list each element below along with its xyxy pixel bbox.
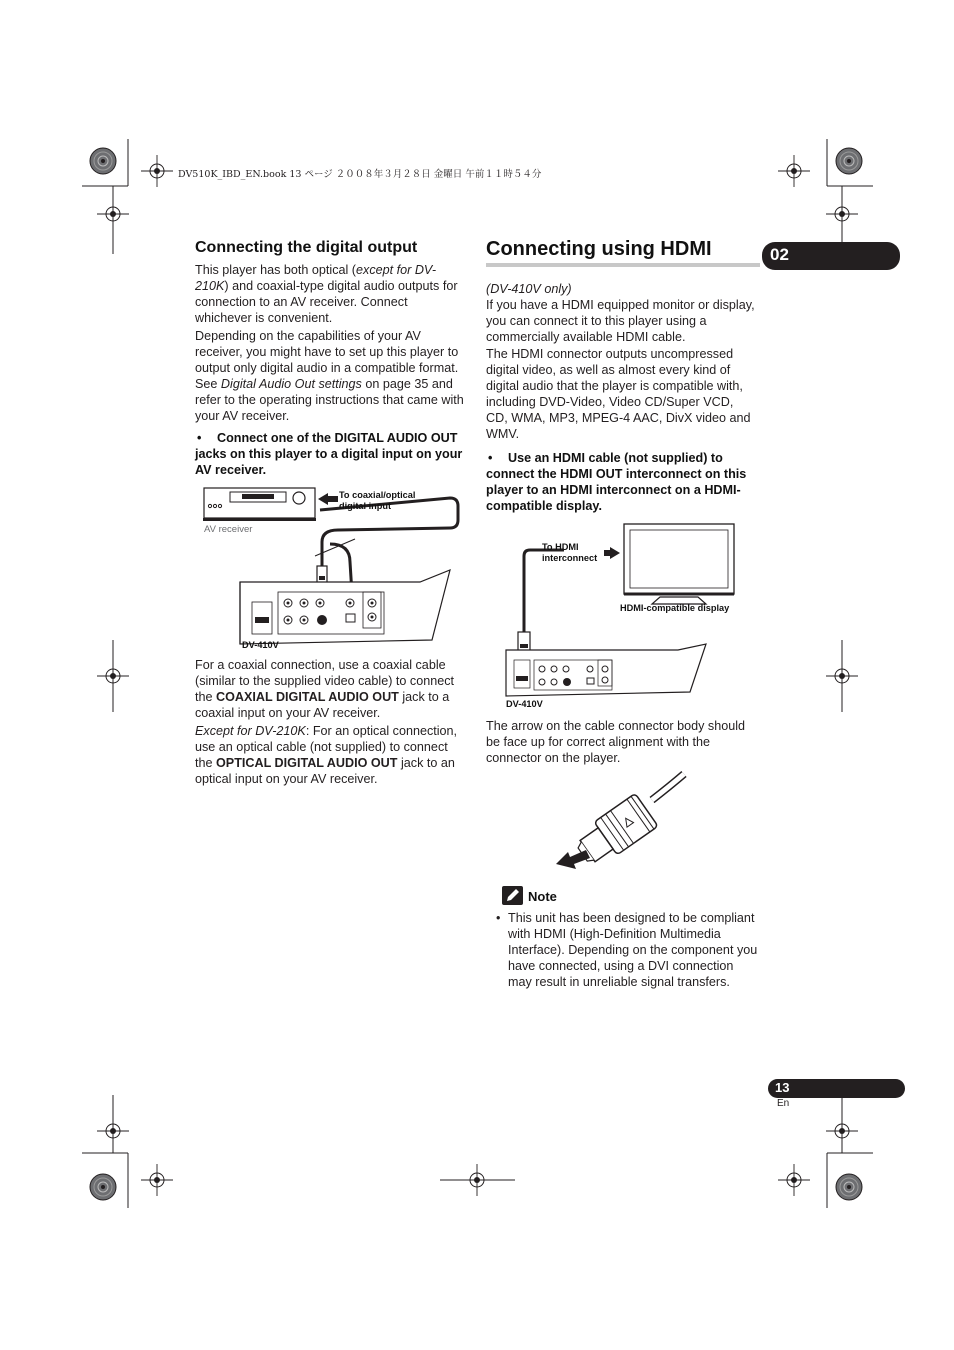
note-body xyxy=(496,910,758,990)
paragraph xyxy=(195,657,467,721)
paragraph xyxy=(195,262,467,326)
bullet-text: Connect one of the DIGITAL AUDIO OUT jacks on this player to a digital input on your AV receiver. xyxy=(195,431,463,477)
hdmi-plug-illustration xyxy=(552,772,692,872)
note-title: Note xyxy=(528,889,557,904)
instruction-bullet xyxy=(195,430,467,478)
text: For a coaxial connection, use a coaxial cable (similar to the supplied video cable) to connect the xyxy=(195,658,455,704)
text: jack to an optical input on your AV receiver. xyxy=(195,756,455,786)
italic-text: Except for DV-210K xyxy=(195,724,306,738)
text: jack to a coaxial input on your AV receiver. xyxy=(195,690,450,720)
note-icon xyxy=(502,886,523,905)
hdmi-display-shape xyxy=(624,524,734,594)
paragraph xyxy=(195,328,467,424)
language-label: En xyxy=(777,1098,790,1109)
dvd-player-shape xyxy=(506,644,706,696)
hdmi-intro xyxy=(486,281,758,442)
heading-rule xyxy=(486,263,760,267)
page-number-tab xyxy=(768,1079,905,1098)
chapter-tab xyxy=(762,242,900,270)
text: This player has both optical ( xyxy=(195,263,357,277)
connector-alignment-text: The arrow on the cable connector body should be face up for correct alignment with the connector on the player. xyxy=(486,719,746,765)
paragraph: If you have a HDMI equipped monitor or display, you can connect it to this player using a commercially available HDMI cable. xyxy=(486,298,755,344)
label-model-right: DV-410V xyxy=(506,699,543,709)
bold-text: COAXIAL DIGITAL AUDIO OUT xyxy=(216,690,399,704)
italic-text: except for DV-210K xyxy=(195,263,437,293)
paragraph: The HDMI connector outputs uncompressed digital video, as well as almost every kind of digital audio that the player is compatible with, including DVD-Video, Video CD/Super VCD, CD, WMA, MP3, MPEG-4 AAC, DivX video and WMV. xyxy=(486,347,751,441)
label-av-receiver: AV receiver xyxy=(204,524,253,535)
paragraph xyxy=(195,723,467,787)
note-text: This unit has been designed to be compliant with HDMI (High-Definition Multimedia Interface). Depending on the component you have connected, using a DVI connection may result in unreliable signal transfers. xyxy=(508,911,758,989)
italic-text: Digital Audio Out settings xyxy=(220,377,362,391)
print-header: DV510K_IBD_EN.book 13 ページ ２００８年３月２８日 金曜日 午前１１時５４分 xyxy=(178,169,542,180)
bullet-mark: • xyxy=(197,431,202,445)
chapter-number: 02 xyxy=(770,245,789,264)
digital-output-intro xyxy=(195,262,467,424)
insertion-arrow-icon xyxy=(556,850,590,869)
text: ) and coaxial-type digital audio outputs for connection to an AV receiver. Connect whichever is convenient. xyxy=(195,279,458,325)
section-heading-hdmi: Connecting using HDMI xyxy=(486,238,712,260)
connection-instructions xyxy=(195,657,467,787)
label-hdmi-interconnect: To HDMI interconnect xyxy=(542,542,598,563)
label-coaxial-optical-input: To coaxial/optical digital input xyxy=(339,490,416,511)
dvd-player-shape xyxy=(240,570,450,644)
label-hdmi-display: HDMI-compatible display xyxy=(620,603,730,613)
page-number: 13 xyxy=(775,1080,790,1095)
label-model-left: DV-410V xyxy=(242,640,279,650)
arrow-icon xyxy=(318,493,338,505)
model-note: (DV-410V only) xyxy=(486,282,572,296)
bullet-text: Use an HDMI cable (not supplied) to connect the HDMI OUT interconnect on this player to an HDMI interconnect on a HDMI-compatible display. xyxy=(486,451,747,513)
text: Depending on the capabilities of your AV receiver, you might have to set up this player to output only digital audio in a compatible format. See xyxy=(195,329,459,391)
note-bullet-mark: • xyxy=(496,911,501,925)
section-heading-digital-output: Connecting the digital output xyxy=(195,239,418,256)
bullet-mark: • xyxy=(488,451,493,465)
bold-text: OPTICAL DIGITAL AUDIO OUT xyxy=(216,756,398,770)
hdmi-instruction-bullet xyxy=(486,450,758,514)
text: on page 35 and refer to the operating instructions that came with your AV receiver. xyxy=(195,377,464,423)
text: : For an optical connection, use an optical cable (not supplied) to connect the xyxy=(195,724,458,770)
